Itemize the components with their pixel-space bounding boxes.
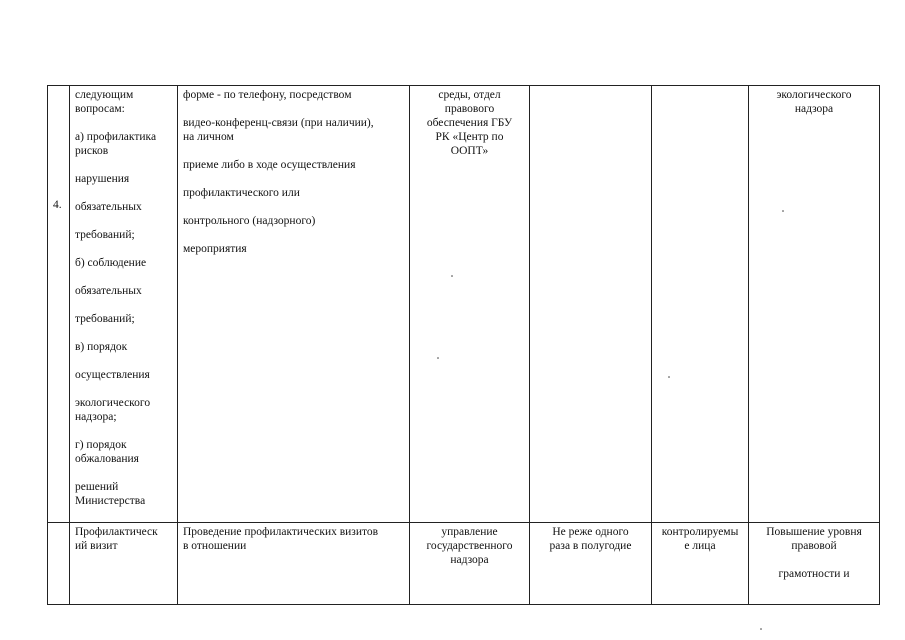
result-line: экологического — [776, 89, 852, 101]
topic-line: осуществления — [75, 369, 150, 381]
description-line: Проведение профилактических визитов — [183, 526, 379, 538]
form-line: профилактического или — [183, 187, 300, 199]
topic-line: вопросам: — [75, 103, 125, 115]
responsible-cell — [410, 86, 530, 523]
topic-line: а) профилактика — [75, 131, 157, 143]
result-cell — [749, 523, 880, 605]
topic-line: следующим — [75, 89, 134, 101]
topic-line: требований; — [75, 313, 135, 325]
topic-line: решений — [75, 481, 119, 493]
form-line: видео-конференц-связи (при наличии), — [183, 117, 374, 129]
description-cell — [178, 523, 410, 605]
form-cell — [178, 86, 410, 523]
form-line: контрольного (надзорного) — [183, 215, 316, 227]
period-line: Не реже одного — [552, 526, 629, 538]
form-line: приеме либо в ходе осуществления — [183, 159, 356, 171]
table-row — [48, 523, 880, 605]
scan-speck — [451, 275, 453, 277]
responsible-line: обеспечения ГБУ — [426, 117, 513, 129]
measure-name-cell — [70, 523, 178, 605]
responsible-line: государственного — [426, 540, 513, 552]
result-line: грамотности и — [778, 568, 850, 580]
subjects-cell — [652, 523, 749, 605]
description-line: в отношении — [183, 540, 247, 552]
row-number-cell — [48, 86, 70, 523]
result-line: надзора — [794, 103, 834, 115]
document-table — [47, 85, 880, 605]
responsible-line: среды, отдел — [438, 89, 501, 101]
topic-line: обязательных — [75, 201, 142, 213]
topic-line: обжалования — [75, 453, 139, 465]
subjects-line: е лица — [684, 540, 716, 552]
empty-cell — [530, 86, 652, 523]
result-cell — [749, 86, 880, 523]
topic-line: рисков — [75, 145, 109, 157]
responsible-line: правового — [444, 103, 495, 115]
topic-line: в) порядок — [75, 341, 128, 353]
scan-speck — [668, 376, 670, 378]
topic-line: требований; — [75, 229, 135, 241]
responsible-line: РК «Центр по — [435, 131, 504, 143]
period-cell — [530, 523, 652, 605]
subjects-line: контролируемы — [661, 526, 739, 538]
result-line: правовой — [791, 540, 837, 552]
scan-speck — [782, 210, 784, 212]
responsible-line: надзора — [450, 554, 489, 566]
responsible-line: управление — [441, 526, 498, 538]
table-row — [48, 86, 880, 523]
row-number-cell — [48, 523, 70, 605]
row-number: 4. — [53, 199, 62, 211]
topic-line: обязательных — [75, 285, 142, 297]
form-line: форме - по телефону, посредством — [183, 89, 352, 101]
scan-speck — [437, 357, 439, 359]
form-line: мероприятия — [183, 243, 247, 255]
responsible-line: ООПТ» — [450, 145, 489, 157]
empty-cell — [652, 86, 749, 523]
topic-line: нарушения — [75, 173, 130, 185]
responsible-cell — [410, 523, 530, 605]
topic-line: Министерства — [75, 495, 146, 507]
period-line: раза в полугодие — [549, 540, 632, 552]
measure-name-line: Профилактическ — [75, 526, 158, 538]
form-line: на личном — [183, 131, 234, 143]
measure-name-line: ий визит — [75, 540, 118, 552]
topic-line: надзора; — [75, 411, 117, 423]
result-line: Повышение уровня — [766, 526, 862, 538]
topic-line: экологического — [75, 397, 151, 409]
topic-line: г) порядок — [75, 439, 127, 451]
topics-cell — [70, 86, 178, 523]
scan-speck — [760, 628, 762, 630]
topic-line: б) соблюдение — [75, 257, 147, 269]
